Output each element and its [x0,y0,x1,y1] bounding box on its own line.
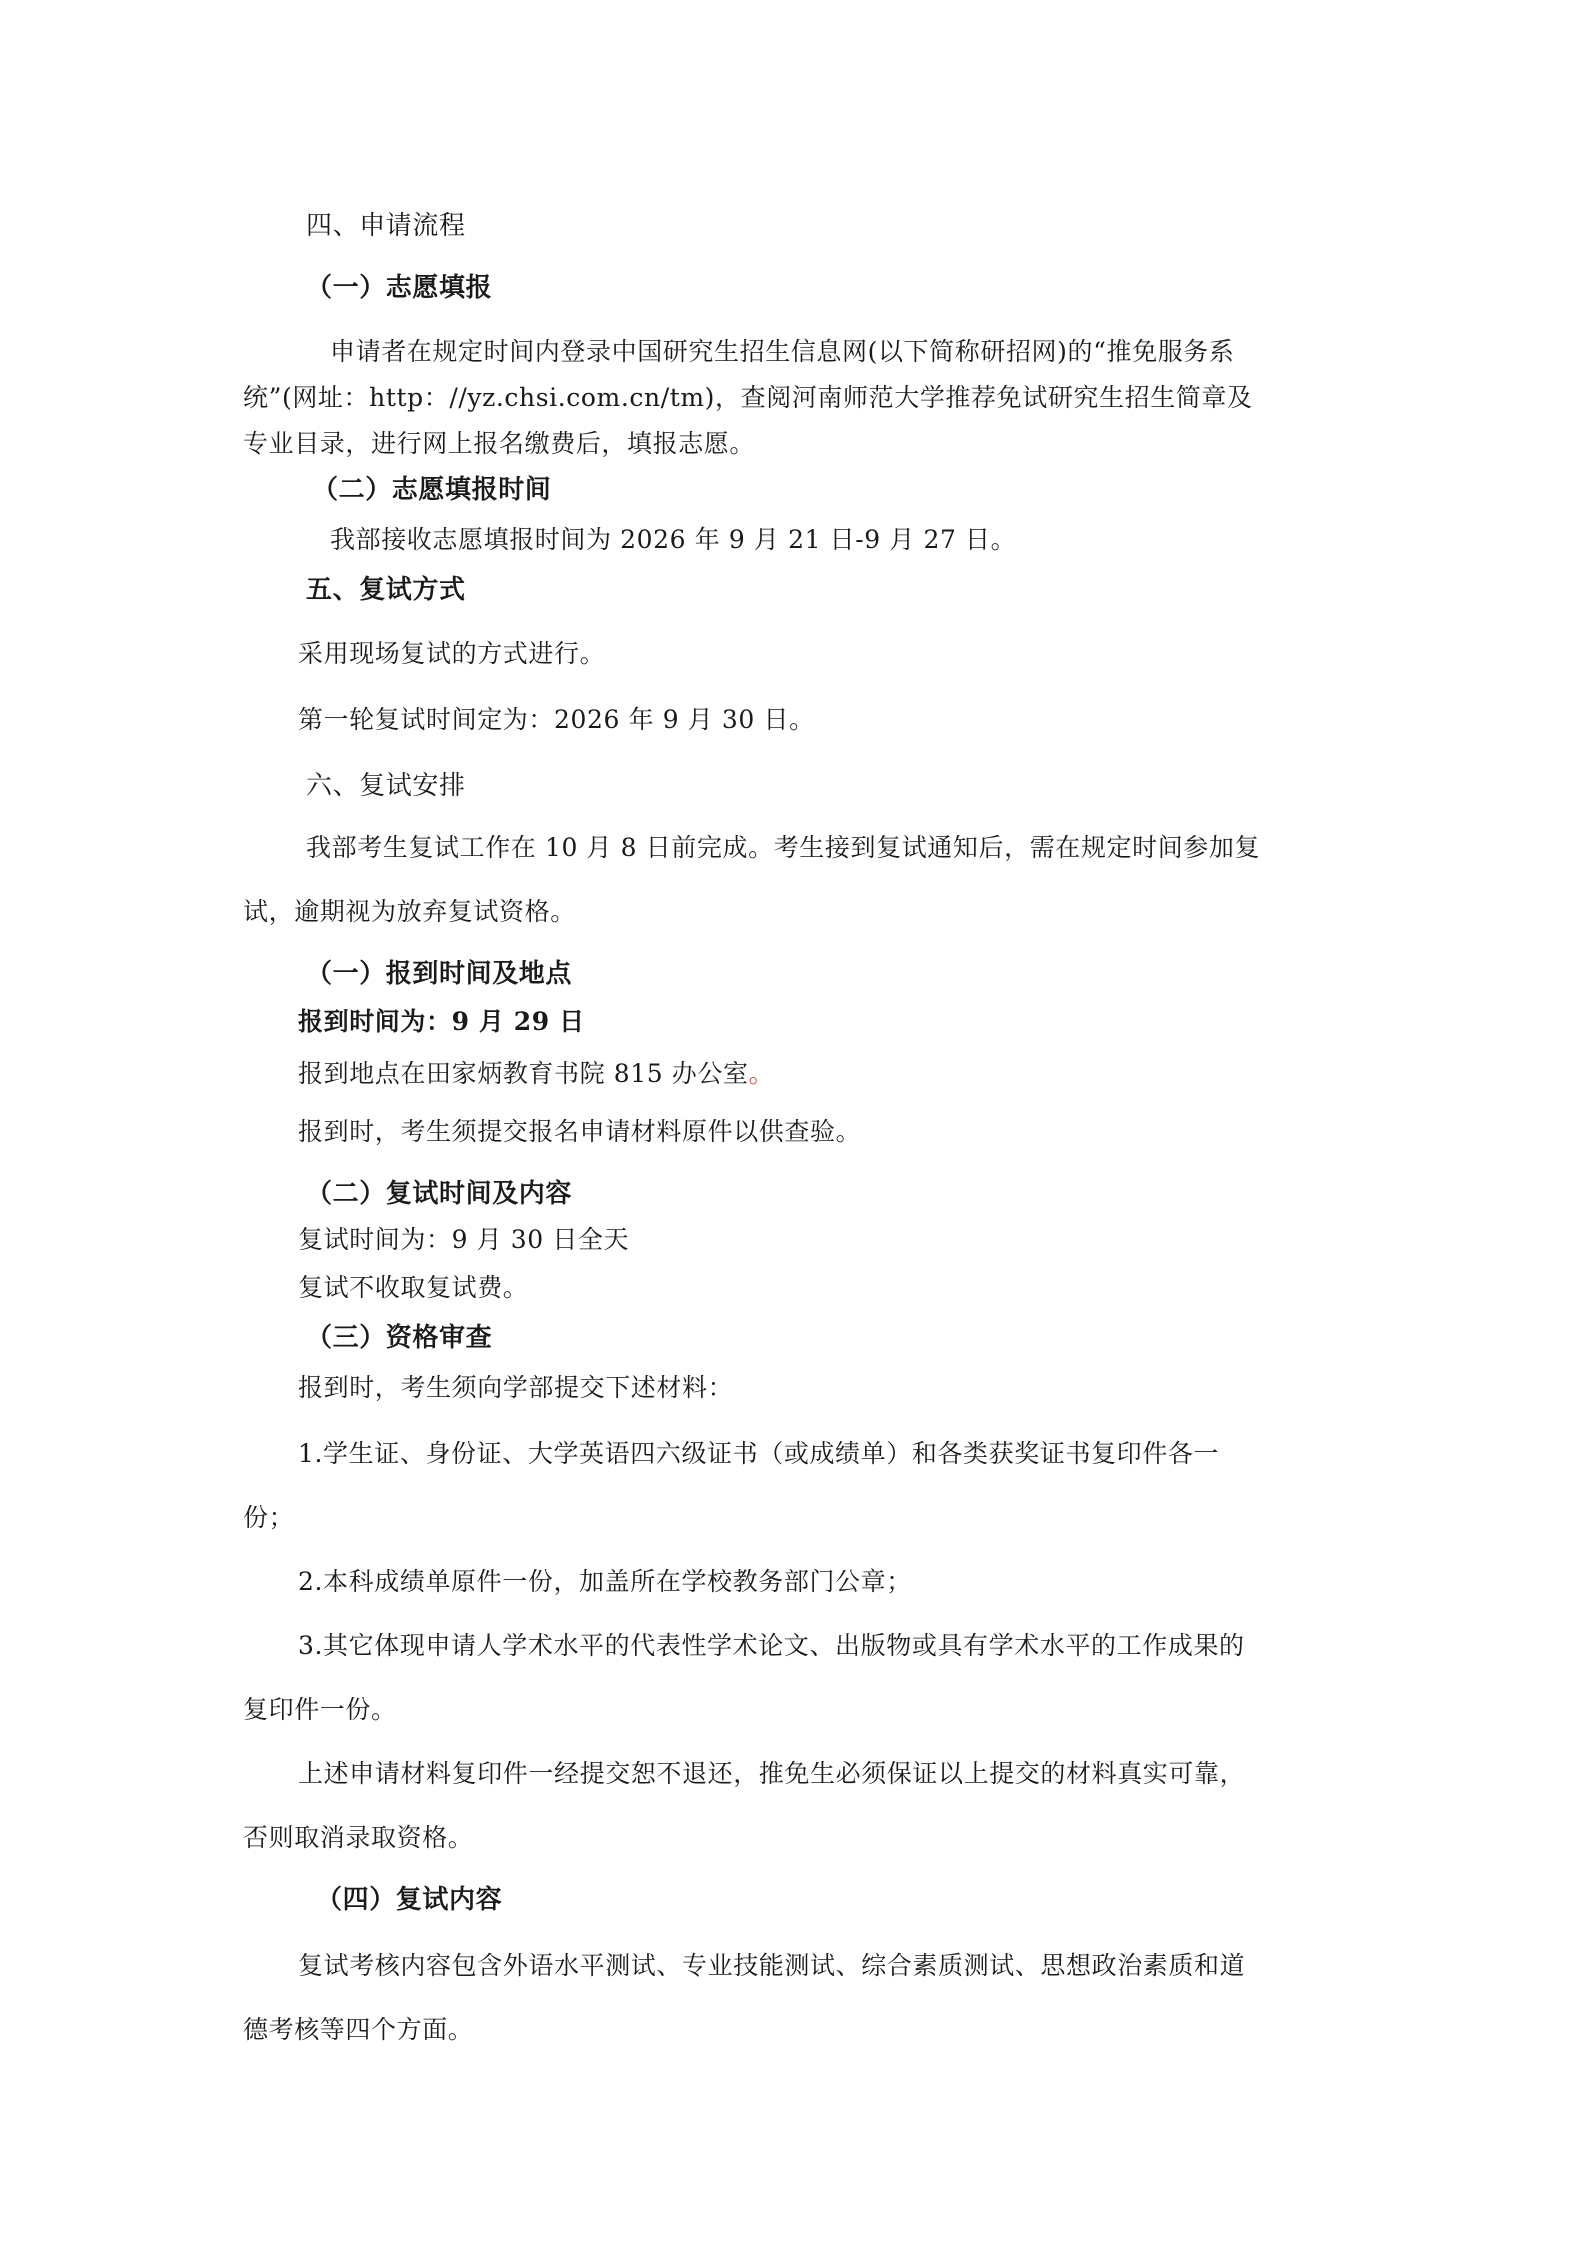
check-in-time: 报到时间为：9 月 29 日 [298,1007,585,1036]
check-in-place-period: 。 [748,1059,775,1088]
paragraph-line: 采用现场复试的方式进行。 [298,639,606,668]
paragraph-line: 申请者在规定时间内登录中国研究生招生信息网(以下简称研招网)的“推免服务系 [330,337,1235,366]
section-6-4-heading: （四）复试内容 [316,1885,503,1915]
section-4-1-heading: （一）志愿填报 [306,273,493,303]
section-6-2-heading: （二）复试时间及内容 [306,1179,573,1209]
paragraph-line: 否则取消录取资格。 [243,1823,474,1852]
list-item: 1.学生证、身份证、大学英语四六级证书（或成绩单）和各类获奖证书复印件各一 [298,1439,1220,1468]
paragraph-line: 统”(网址：http：//yz.chsi.com.cn/tm)，查阅河南师范大学推荐免试研究生招生简章及 [243,383,1253,412]
list-item: 份； [243,1503,295,1532]
section-4-2-heading: （二）志愿填报时间 [312,475,552,505]
list-item: 复印件一份。 [243,1695,397,1724]
check-in-place [298,1056,774,1092]
paragraph-line: 试，逾期视为放弃复试资格。 [243,897,576,926]
retest-fee: 复试不收取复试费。 [298,1273,529,1302]
paragraph-line: 我部考生复试工作在 10 月 8 日前完成。考生接到复试通知后，需在规定时间参加复 [306,833,1261,862]
section-6-3-heading: （三）资格审查 [306,1323,493,1353]
paragraph-line: 上述申请材料复印件一经提交恕不退还，推免生必须保证以上提交的材料真实可靠， [298,1759,1246,1788]
paragraph-line: 专业目录，进行网上报名缴费后，填报志愿。 [243,429,756,458]
section-6-1-heading: （一）报到时间及地点 [306,959,573,989]
paragraph-line: 报到时，考生须向学部提交下述材料： [298,1373,734,1402]
section-4-heading: 四、申请流程 [306,211,466,241]
paragraph-line: 我部接收志愿填报时间为 2026 年 9 月 21 日-9 月 27 日。 [330,525,1017,554]
paragraph-line: 报到时，考生须提交报名申请材料原件以供查验。 [298,1117,862,1146]
check-in-place-text: 报到地点在田家炳教育书院 815 办公室 [298,1059,749,1088]
section-6-heading: 六、复试安排 [306,771,466,801]
section-5-heading: 五、复试方式 [306,575,466,605]
paragraph-line: 德考核等四个方面。 [243,2015,474,2044]
paragraph-line: 第一轮复试时间定为：2026 年 9 月 30 日。 [298,705,815,734]
list-item: 3.其它体现申请人学术水平的代表性学术论文、出版物或具有学术水平的工作成果的 [298,1631,1245,1660]
retest-time: 复试时间为：9 月 30 日全天 [298,1225,630,1254]
list-item: 2.本科成绩单原件一份，加盖所在学校教务部门公章； [298,1567,912,1596]
paragraph-line: 复试考核内容包含外语水平测试、专业技能测试、综合素质测试、思想政治素质和道 [298,1951,1246,1980]
